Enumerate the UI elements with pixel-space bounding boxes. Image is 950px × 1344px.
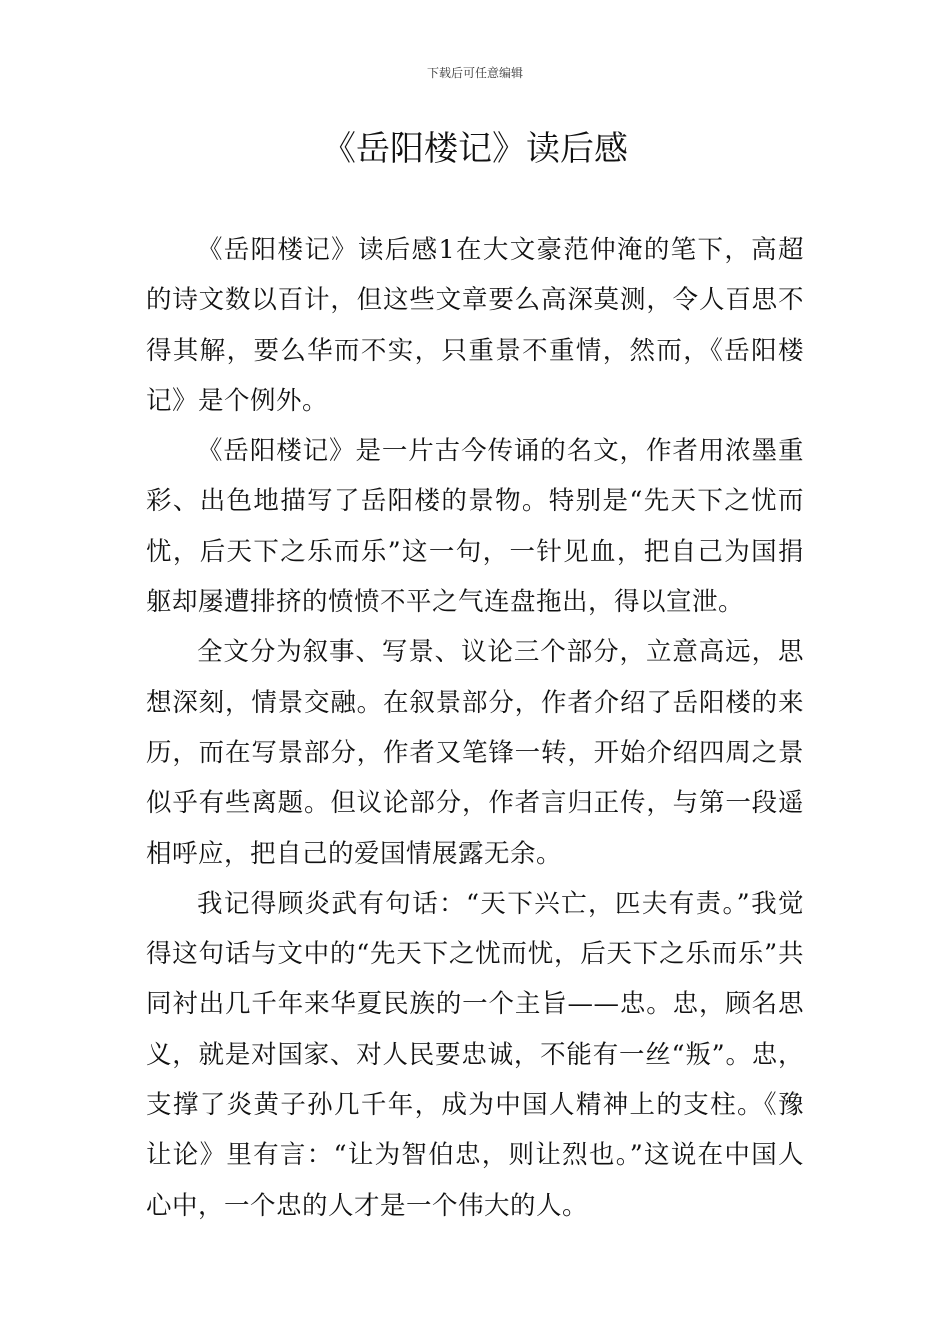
- paragraph-4: 我记得顾炎武有句话：“天下兴亡，匹夫有责。”我觉得这句话与文中的“先天下之忧而忧，后天下之乐而乐”共同衬出几千年来华夏民族的一个主旨——忠。忠，顾名思义，就是对国家、对人民要忠诚，不能有一丝“叛”。忠，支撑了炎黄子孙几千年，成为中国人精神上的支柱。《豫让论》里有言：“让为智伯忠，则让烈也。”这说在中国人心中，一个忠的人才是一个伟大的人。: [146, 888, 804, 1221]
- header-note: 下载后可任意编辑: [426, 66, 523, 80]
- document-body: [146, 225, 804, 1231]
- paragraph-3: 全文分为叙事、写景、议论三个部分，立意高远，思想深刻，情景交融。在叙景部分，作者介绍了岳阳楼的来历，而在写景部分，作者又笔锋一转，开始介绍四周之景似乎有些离题。但议论部分，作者言归正传，与第一段遥相呼应，把自己的爱国情展露无余。: [146, 637, 804, 869]
- document-title: 《岳阳楼记》读后感: [322, 129, 628, 169]
- paragraph-2: 《岳阳楼记》是一片古今传诵的名文，作者用浓墨重彩、出色地描写了岳阳楼的景物。特别是“先天下之忧而忧，后天下之乐而乐”这一句，一针见血，把自己为国捐躯却屡遭排挤的愤愤不平之气连盘拖出，得以宣泄。: [146, 436, 804, 618]
- paragraph-1: 《岳阳楼记》读后感1在大文豪范仲淹的笔下，高超的诗文数以百计，但这些文章要么高深莫测，令人百思不得其解，要么华而不实，只重景不重情，然而，《岳阳楼记》是个例外。: [146, 235, 804, 416]
